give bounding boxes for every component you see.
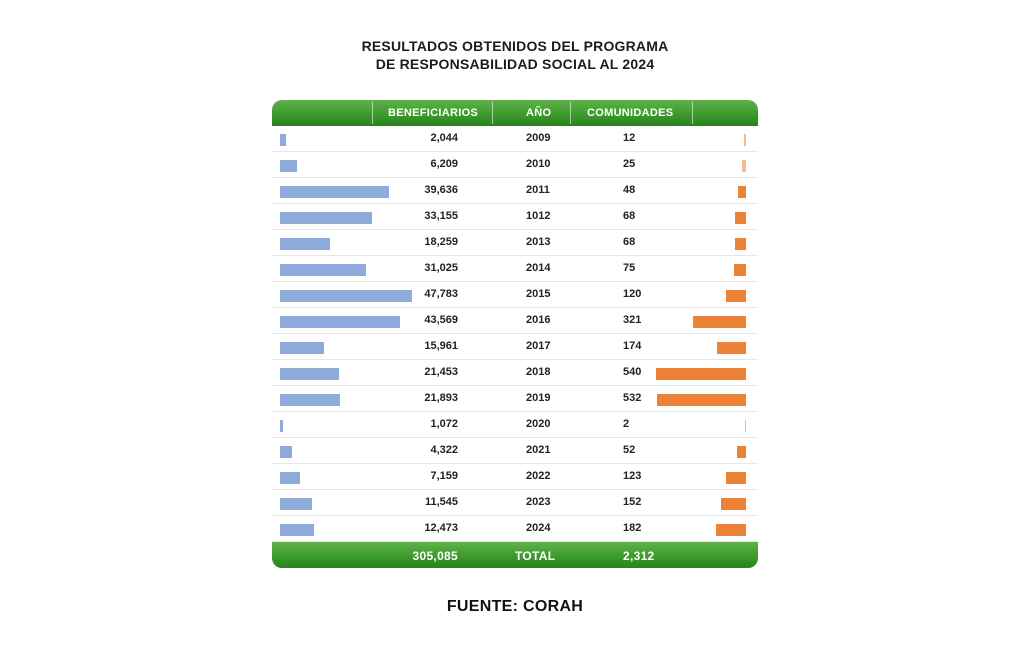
- table-row: [272, 490, 758, 516]
- beneficiarios-value: 31,025: [424, 262, 458, 274]
- comunidades-bar: [735, 212, 746, 224]
- comunidades-value: 321: [623, 314, 642, 326]
- beneficiarios-value: 21,893: [424, 392, 458, 404]
- beneficiarios-bar: [280, 160, 297, 172]
- beneficiarios-bar: [280, 212, 372, 224]
- beneficiarios-value: 1,072: [430, 418, 458, 430]
- year-value: 2009: [526, 132, 551, 144]
- comunidades-value: 48: [623, 184, 636, 196]
- year-value: 2013: [526, 236, 551, 248]
- beneficiarios-bar: [280, 238, 330, 250]
- table-row: [272, 360, 758, 386]
- header-separator: [692, 102, 693, 124]
- comunidades-value: 120: [623, 288, 642, 300]
- table-row: [272, 204, 758, 230]
- header-separator: [372, 102, 373, 124]
- comunidades-bar: [742, 160, 746, 172]
- comunidades-bar: [657, 394, 746, 406]
- comunidades-bar: [716, 524, 746, 536]
- comunidades-bar: [734, 264, 747, 276]
- table-row: [272, 152, 758, 178]
- year-value: 2014: [526, 262, 551, 274]
- table-row: [272, 438, 758, 464]
- beneficiarios-value: 21,453: [424, 366, 458, 378]
- beneficiarios-bar: [280, 368, 339, 380]
- year-value: 2018: [526, 366, 551, 378]
- beneficiarios-value: 15,961: [424, 340, 458, 352]
- table-row: [272, 516, 758, 542]
- table-row: [272, 230, 758, 256]
- comunidades-bar: [721, 498, 746, 510]
- comunidades-value: 532: [623, 392, 642, 404]
- comunidades-bar: [737, 446, 746, 458]
- comunidades-value: 540: [623, 366, 642, 378]
- beneficiarios-value: 47,783: [424, 288, 458, 300]
- table-row: [272, 412, 758, 438]
- beneficiarios-value: 18,259: [424, 236, 458, 248]
- comunidades-value: 182: [623, 522, 642, 534]
- beneficiarios-bar: [280, 134, 286, 146]
- comunidades-bar: [738, 186, 746, 198]
- beneficiarios-bar: [280, 498, 312, 510]
- beneficiarios-bar: [280, 394, 340, 406]
- comunidades-bar: [717, 342, 746, 354]
- results-table: [272, 100, 758, 568]
- source-caption: FUENTE: CORAH: [446, 598, 584, 615]
- comunidades-bar: [693, 316, 747, 328]
- chart-title-line-2: DE RESPONSABILIDAD SOCIAL AL 2024: [375, 56, 655, 72]
- beneficiarios-value: 12,473: [424, 522, 458, 534]
- beneficiarios-value: 6,209: [430, 158, 458, 170]
- year-value: 2021: [526, 444, 551, 456]
- year-value: 1012: [526, 210, 551, 222]
- table-header: [272, 100, 758, 126]
- comunidades-value: 52: [623, 444, 636, 456]
- table-row: [272, 282, 758, 308]
- comunidades-bar: [726, 290, 746, 302]
- year-value: 2024: [526, 522, 551, 534]
- comunidades-value: 68: [623, 236, 636, 248]
- total-label: TOTAL: [515, 549, 556, 563]
- beneficiarios-bar: [280, 420, 283, 432]
- beneficiarios-bar: [280, 472, 300, 484]
- beneficiarios-value: 4,322: [430, 444, 458, 456]
- table-footer-totals: [272, 542, 758, 568]
- total-comunidades: 2,312: [623, 549, 655, 563]
- comunidades-bar: [656, 368, 746, 380]
- beneficiarios-value: 39,636: [424, 184, 458, 196]
- year-value: 2017: [526, 340, 551, 352]
- comunidades-value: 68: [623, 210, 636, 222]
- comunidades-value: 75: [623, 262, 636, 274]
- comunidades-bar: [744, 134, 746, 146]
- year-value: 2015: [526, 288, 551, 300]
- beneficiarios-value: 11,545: [424, 496, 458, 508]
- comunidades-bar: [735, 238, 746, 250]
- comunidades-bar: [745, 420, 746, 432]
- table-row: [272, 256, 758, 282]
- beneficiarios-bar: [280, 290, 412, 302]
- year-value: 2016: [526, 314, 551, 326]
- year-value: 2019: [526, 392, 551, 404]
- year-value: 2022: [526, 470, 551, 482]
- table-row: [272, 308, 758, 334]
- chart-title-line-1: RESULTADOS OBTENIDOS DEL PROGRAMA: [361, 38, 669, 54]
- header-separator: [492, 102, 493, 124]
- year-value: 2020: [526, 418, 551, 430]
- comunidades-value: 123: [623, 470, 642, 482]
- total-beneficiarios: 305,085: [412, 549, 458, 563]
- beneficiarios-bar: [280, 342, 324, 354]
- header-separator: [570, 102, 571, 124]
- comunidades-bar: [726, 472, 747, 484]
- beneficiarios-bar: [280, 316, 400, 328]
- beneficiarios-bar: [280, 186, 389, 198]
- comunidades-value: 2: [623, 418, 630, 430]
- comunidades-value: 12: [623, 132, 636, 144]
- beneficiarios-value: 43,569: [424, 314, 458, 326]
- beneficiarios-bar: [280, 264, 366, 276]
- beneficiarios-bar: [280, 524, 314, 536]
- comunidades-value: 25: [623, 158, 636, 170]
- table-row: [272, 126, 758, 152]
- year-value: 2010: [526, 158, 551, 170]
- beneficiarios-value: 33,155: [424, 210, 458, 222]
- table-row: [272, 386, 758, 412]
- column-header-ano: AÑO: [526, 107, 552, 119]
- table-row: [272, 334, 758, 360]
- year-value: 2023: [526, 496, 551, 508]
- table-row: [272, 464, 758, 490]
- comunidades-value: 152: [623, 496, 642, 508]
- year-value: 2011: [526, 184, 550, 196]
- table-row: [272, 178, 758, 204]
- beneficiarios-bar: [280, 446, 292, 458]
- column-header-comunidades: COMUNIDADES: [587, 107, 674, 119]
- column-header-beneficiarios: BENEFICIARIOS: [388, 107, 479, 119]
- comunidades-value: 174: [623, 340, 642, 352]
- beneficiarios-value: 2,044: [430, 132, 458, 144]
- beneficiarios-value: 7,159: [430, 470, 458, 482]
